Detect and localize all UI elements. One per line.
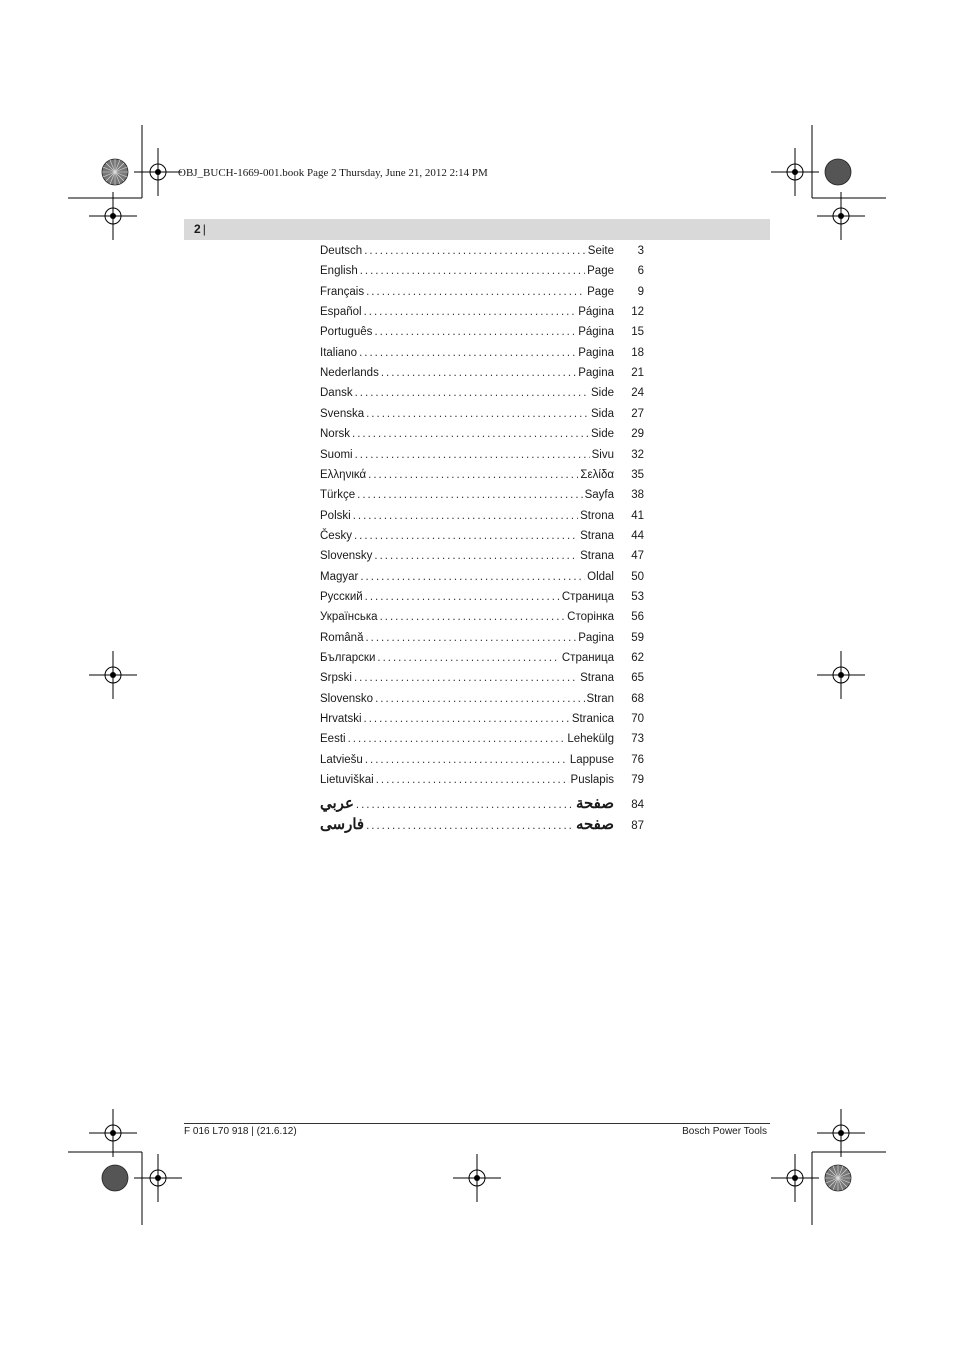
toc-page-number: 44 [631,529,644,542]
toc-language: Polski [320,509,351,522]
toc-language: Suomi [320,448,353,461]
toc-page-number: 87 [631,819,644,832]
toc-leader-dots [366,408,589,420]
toc-page-number: 21 [631,367,644,380]
toc-page-word: Sivu [591,448,614,461]
toc-language: Srpski [320,672,352,685]
toc-page-number: 24 [631,387,644,400]
toc-page-word: Pagina [578,346,614,359]
toc-page-word: Oldal [587,570,614,583]
toc-leader-dots [374,326,576,338]
toc-language: Lietuviškai [320,774,374,787]
toc-page-word: Страница [561,590,614,603]
toc-page-word: Seite [587,245,614,257]
toc-leader-dots [364,306,577,318]
toc-leader-dots [365,754,568,766]
toc-page-number: 53 [631,590,644,603]
toc-leader-dots [360,265,585,277]
toc-entry[interactable] [320,408,644,428]
toc-leader-dots [365,591,560,603]
toc-leader-dots [368,469,578,481]
toc-language: Nederlands [320,367,379,380]
toc-page-word: Sayfa [584,489,614,502]
toc-leader-dots [374,550,578,562]
toc-page-word: Strona [580,509,614,522]
toc-page-number: 84 [631,799,644,812]
toc-entry[interactable] [320,815,644,835]
toc-leader-dots [364,245,586,257]
toc-entry[interactable] [320,733,644,753]
toc-language: Română [320,631,364,644]
toc-leader-dots [360,571,585,583]
toc-leader-dots [364,713,570,725]
toc-entry[interactable] [320,632,644,652]
toc-page-word: Сторінка [567,611,614,624]
toc-leader-dots [354,672,578,684]
toc-entry[interactable] [320,591,644,611]
toc-entry[interactable] [320,530,644,550]
toc-entry[interactable] [320,469,644,489]
toc-leader-dots [348,733,566,745]
toc-entry[interactable] [320,367,644,387]
toc-entry[interactable] [320,774,644,794]
toc-language: Ελληνικά [320,468,367,481]
toc-entry[interactable] [320,550,644,570]
toc-page-number: 32 [631,448,644,461]
toc-page-number: 18 [631,346,644,359]
toc-entry[interactable] [320,387,644,407]
footer-document-id: F 016 L70 918 | (21.6.12) [184,1126,297,1137]
toc-page-number: 3 [637,245,644,257]
toc-leader-dots [353,510,578,522]
toc-language: English [320,265,358,278]
toc-page-number: 73 [631,733,644,746]
toc-leader-dots [366,286,585,298]
toc-leader-dots [375,693,584,705]
toc-language: عربي [320,795,354,813]
toc-leader-dots [376,774,569,786]
toc-entry[interactable] [320,571,644,591]
page-header-bar [184,219,770,240]
toc-page-word: صفحة [575,795,614,813]
toc-page-number: 15 [631,326,644,339]
toc-language: Norsk [320,428,351,441]
toc-language: Български [320,652,376,664]
toc-page-number: 47 [631,550,644,563]
toc-page-word: صفحه [575,815,614,833]
toc-language: Svenska [320,407,365,420]
toc-leader-dots [366,820,574,832]
toc-page-number: 29 [631,428,644,441]
toc-page-word: Σελίδα [580,468,614,481]
toc-page-number: 79 [631,774,644,787]
toc-page-number: 68 [631,692,644,705]
toc-entry[interactable] [320,245,644,265]
toc-entry[interactable] [320,611,644,631]
toc-entry[interactable] [320,265,644,285]
toc-language: Українська [320,611,378,624]
toc-page-number: 9 [637,285,644,298]
toc-page-number: 76 [631,753,644,766]
toc-page-number: 27 [631,407,644,420]
toc-entry[interactable] [320,672,644,692]
toc-entry[interactable] [320,428,644,448]
toc-page-word: Страница [561,652,614,664]
toc-leader-dots [352,428,589,440]
footer-brand: Bosch Power Tools [682,1126,767,1137]
toc-leader-dots [356,799,574,811]
toc-language: Español [320,306,362,319]
toc-language: Deutsch [320,245,363,257]
page-number: 2 | [194,222,206,236]
toc-language: Русский [320,590,363,603]
toc-page-word: Strana [580,672,614,685]
toc-entry[interactable] [320,693,644,713]
toc-leader-dots [381,367,576,379]
toc-language: Česky [320,529,352,542]
toc-language: Português [320,326,373,339]
toc-language: فارسی [320,815,365,833]
toc-entry[interactable] [320,449,644,469]
toc-entry[interactable] [320,489,644,509]
toc-page-word: Stran [586,692,614,705]
toc-language: Türkçe [320,489,356,502]
toc-page-word: Strana [580,550,614,563]
toc-page-number: 6 [637,265,644,278]
toc-page-word: Side [590,428,614,441]
toc-page-number: 41 [631,509,644,522]
toc-page-word: Pagina [578,631,614,644]
print-slug: OBJ_BUCH-1669-001.book Page 2 Thursday, June 21, 2012 2:14 PM [178,167,488,179]
toc-language: Eesti [320,733,346,746]
toc-page-number: 50 [631,570,644,583]
toc-page-number: 70 [631,713,644,726]
toc-entry[interactable] [320,306,644,326]
toc-leader-dots [355,387,589,399]
toc-page-word: Strana [580,529,614,542]
toc-page-number: 59 [631,631,644,644]
toc-leader-dots [377,652,559,664]
toc-language: Italiano [320,346,358,359]
toc-page-number: 62 [631,652,644,664]
toc-entry[interactable] [320,754,644,774]
toc-language: Dansk [320,387,353,400]
toc-page-word: Page [587,265,614,278]
toc-language: Hrvatski [320,713,362,726]
toc-leader-dots [365,632,576,644]
toc-language: Latviešu [320,753,363,766]
toc-leader-dots [357,489,582,501]
toc-leader-dots [380,611,566,623]
toc-page-number: 38 [631,489,644,502]
toc-entry[interactable] [320,713,644,733]
footer-rule [184,1123,770,1124]
toc-entry[interactable] [320,652,644,672]
toc-page-word: Puslapis [570,774,614,787]
toc-language: Français [320,285,365,298]
toc-entry[interactable] [320,286,644,306]
toc-page-word: Pagina [578,367,614,380]
toc-language: Slovensko [320,692,374,705]
toc-leader-dots [354,530,578,542]
toc-entry[interactable] [320,347,644,367]
toc-page-word: Lehekülg [567,733,614,746]
toc-leader-dots [359,347,576,359]
toc-page-word: Sida [590,407,614,420]
toc-page-number: 35 [631,468,644,481]
toc-language: Slovensky [320,550,373,563]
toc-entry[interactable] [320,794,644,814]
toc-page-word: Page [587,285,614,298]
toc-page-number: 65 [631,672,644,685]
toc-page-number: 56 [631,611,644,624]
toc-entry[interactable] [320,510,644,530]
toc-leader-dots [355,449,590,461]
toc-page-word: Lappuse [569,753,614,766]
toc-page-word: Página [578,306,614,319]
toc-entry[interactable] [320,326,644,346]
toc-page-word: Página [578,326,614,339]
toc-page-word: Stranica [571,713,614,726]
toc-language: Magyar [320,570,359,583]
toc-page-word: Side [590,387,614,400]
toc-page-number: 12 [631,306,644,319]
